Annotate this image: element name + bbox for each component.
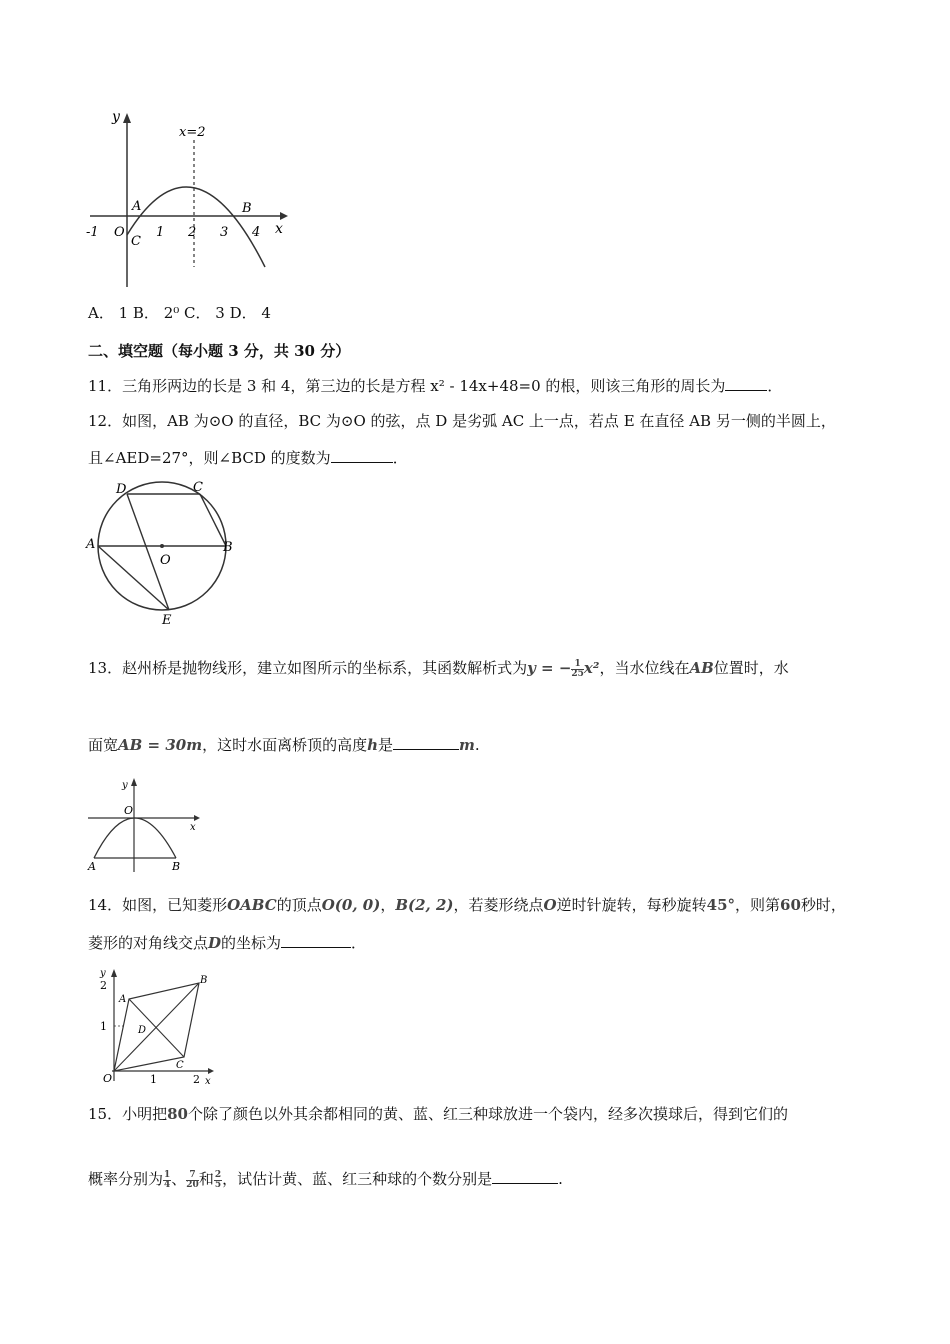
q14-line2 (88, 932, 366, 954)
q15-f3-den: 5 (214, 1179, 222, 1190)
y-arrow (111, 969, 117, 977)
y-arrow (123, 113, 131, 123)
q14-text-d: 逆时针旋转，每秒旋转 (556, 896, 707, 914)
label-a: A (88, 860, 96, 873)
q11-blank (725, 376, 767, 391)
q12-body: 且∠AED=27°，则∠BCD 的度数为 (88, 449, 331, 467)
label-c: C (176, 1060, 184, 1071)
q14-text-g: 菱形的对角线交点 (88, 934, 209, 952)
q15-text-b: 个除了颜色以外其余都相同的黄、蓝、红三种球放进一个袋内，经多次摸球后，得到它们的 (187, 1105, 788, 1123)
origin-label: O (114, 225, 125, 240)
q14-point-b: B(2, 2) (395, 896, 454, 914)
q14-sep: ， (380, 896, 396, 914)
q15-blank (492, 1169, 558, 1184)
q13-unit: m (459, 736, 475, 754)
q13-line1 (88, 657, 789, 679)
label-b: B (172, 860, 181, 873)
tick-neg1: -1 (86, 225, 99, 240)
label-a: A (119, 994, 127, 1005)
q15-line2 (88, 1168, 563, 1190)
q14-end: ． (351, 934, 367, 952)
label-d: D (116, 482, 127, 497)
q15-text-d: ，试估计黄、蓝、红三种球的个数分别是 (222, 1170, 493, 1188)
q15-f1-num: 1 (164, 1169, 171, 1180)
symmetry-label: x=2 (179, 125, 206, 140)
q13-text-a: 13．赵州桥是抛物线形，建立如图所示的坐标系，其函数解析式为 (88, 659, 528, 677)
q14-blank (281, 933, 351, 948)
label-c: C (193, 480, 203, 495)
tick-x2: 2 (193, 1073, 200, 1085)
bridge-parabola (94, 818, 176, 858)
q14-shape: OABC (227, 896, 277, 914)
q14-line1 (88, 894, 846, 916)
chord-ae (98, 546, 169, 610)
q13-text-c: 位置时，水 (713, 659, 789, 677)
chord-de (127, 494, 169, 610)
q15-end: . (558, 1170, 563, 1188)
label-o: O (124, 804, 134, 817)
label-e: E (162, 613, 172, 628)
q13-text-d: 面宽 (88, 736, 119, 754)
q14-text-h: 的坐标为 (221, 934, 282, 952)
label-x: x (190, 822, 196, 833)
q12-line1: 12．如图，AB 为⊙O 的直径，BC 为⊙O 的弦，点 D 是劣弧 AC 上一点，若点 E 在直径 AB 另一侧的半圆上， (88, 412, 836, 430)
q15-sep2: 和 (198, 1170, 214, 1188)
label-b: B (200, 975, 208, 986)
q15-text-a: 15．小明把 (88, 1105, 168, 1123)
x-arrow (280, 212, 288, 220)
tick-2: 2 (188, 225, 197, 240)
center-dot (160, 544, 164, 548)
q15-frac-2 (186, 1171, 199, 1190)
y-arrow (131, 778, 137, 786)
label-b: B (223, 540, 233, 555)
q11-end: ． (767, 377, 783, 395)
q14-rhombus-figure (86, 963, 216, 1085)
q15-text-c: 概率分别为 (88, 1170, 164, 1188)
q13-text-f: 是 (378, 736, 394, 754)
q15-f2-num: 7 (186, 1171, 199, 1181)
q14-text-a: 14．如图，已知菱形 (88, 896, 228, 914)
q15-f2-den: 20 (186, 1179, 199, 1190)
q14-o: O (543, 896, 557, 914)
q12-line2 (88, 447, 408, 469)
label-y: y (122, 780, 128, 791)
q14-text-e: ，则第 (735, 896, 781, 914)
q14-angle: 45° (706, 896, 736, 914)
q13-frac-den: 25 (571, 668, 584, 679)
x-arrow (194, 815, 200, 821)
label-o: O (103, 1072, 113, 1085)
q15-f1-den: 4 (164, 1179, 171, 1190)
y-label: y (112, 109, 120, 125)
q10-options: A． 1 B． 2⁰ C． 3 D． 4 (88, 304, 271, 322)
label-d: D (138, 1025, 147, 1036)
q15-count: 80 (167, 1105, 188, 1123)
q13-h: h (367, 736, 379, 754)
diagonal-ob (114, 983, 199, 1071)
chord-cb (200, 494, 226, 546)
q15-sep1: 、 (171, 1170, 187, 1188)
q13-bridge-figure (84, 772, 204, 876)
tick-y2: 2 (100, 979, 107, 992)
tick-4: 4 (252, 225, 261, 240)
q13-fraction (571, 660, 584, 679)
section-title: 二、填空题（每小题 3 分，共 30 分） (88, 342, 351, 360)
q10-parabola-figure (82, 105, 292, 290)
q12-end: ． (392, 449, 408, 467)
q14-point-o: O(0, 0) (321, 896, 381, 914)
tick-3: 3 (220, 225, 229, 240)
point-c-label: C (131, 234, 141, 249)
x-label: x (275, 221, 283, 237)
point-b-label: B (242, 201, 252, 216)
q13-formula-rhs: x² (583, 659, 600, 677)
q13-formula-lhs: y = − (527, 659, 572, 677)
q14-d: D (208, 934, 222, 952)
label-x: x (205, 1076, 211, 1085)
q15-line1 (88, 1103, 788, 1125)
q13-frac-num: 1 (571, 660, 584, 670)
x-arrow (208, 1068, 214, 1074)
q13-width: AB = 30m (118, 736, 203, 754)
q11-text (88, 375, 782, 397)
tick-y1: 1 (100, 1020, 107, 1033)
point-a-label: A (132, 199, 142, 214)
q15-f3-num: 2 (214, 1169, 222, 1180)
label-y: y (100, 968, 106, 979)
tick-x1: 1 (150, 1073, 157, 1085)
q12-circle-figure (82, 476, 242, 628)
label-o: O (160, 553, 171, 568)
q14-seconds: 60 (780, 896, 801, 914)
tick-1: 1 (156, 225, 165, 240)
q11-body: 11．三角形两边的长是 3 和 4，第三边的长是方程 x² ‐ 14x+48=0 的根，则该三角形的周长为 (88, 377, 726, 395)
q13-ab: AB (689, 659, 714, 677)
q13-line2 (88, 734, 480, 756)
q13-blank (393, 735, 459, 750)
q14-text-c: ，若菱形绕点 (453, 896, 544, 914)
q12-blank (331, 448, 393, 463)
q13-end: . (474, 736, 480, 754)
q13-text-e: ，这时水面离桥顶的高度 (202, 736, 368, 754)
label-a: A (86, 537, 96, 552)
q15-frac-3 (214, 1171, 222, 1190)
q14-text-b: 的顶点 (276, 896, 322, 914)
q13-text-b: ，当水位线在 (599, 659, 690, 677)
q14-text-f: 秒时， (800, 896, 846, 914)
